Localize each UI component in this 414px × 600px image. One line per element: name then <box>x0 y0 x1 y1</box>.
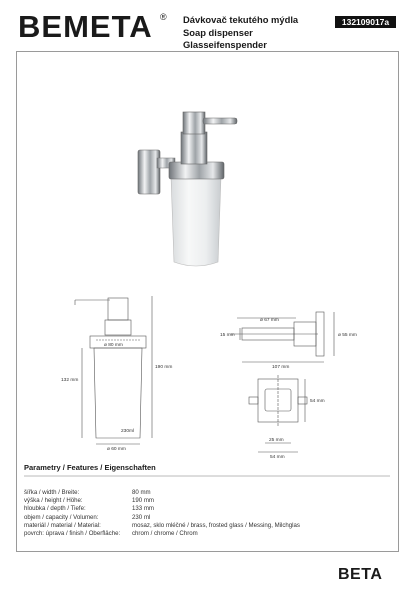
side-view-drawing <box>75 296 152 444</box>
pump-head <box>181 132 207 164</box>
param-row <box>24 530 300 538</box>
series-name: BETA <box>338 566 383 583</box>
dim-15: 15 mm <box>220 333 235 338</box>
frosted-glass-bottle <box>171 176 221 266</box>
title-de: Glasseifenspender <box>183 39 267 50</box>
param-value: 80 mm <box>132 489 151 496</box>
product-photo <box>138 112 237 266</box>
wall-mount-plate <box>138 150 160 194</box>
dim-diameter-60: ø 60 mm <box>107 447 126 452</box>
param-label: šířka / width / Breite: <box>24 489 80 496</box>
param-row <box>24 505 300 513</box>
dim-diameter-67: ø 67 mm <box>260 318 279 323</box>
param-label: hloubka / depth / Tiefe: <box>24 505 86 513</box>
pump-nozzle <box>203 118 237 124</box>
dim-height-190: 190 mm <box>155 365 173 370</box>
product-code: 132109017a <box>335 16 396 28</box>
parameters-heading: Parametry / Features / Eigenschaften <box>24 463 156 472</box>
parameters-table <box>24 489 300 538</box>
top-view-drawing <box>230 312 334 362</box>
param-value: 230 ml <box>132 513 151 521</box>
param-value: mosaz, sklo mléčné / brass, frosted glass / Messing, Milchglas <box>132 521 300 529</box>
dim-height-132: 132 mm <box>61 378 79 383</box>
title-en: Soap dispenser <box>183 26 253 38</box>
param-row <box>24 497 300 505</box>
param-label: povrch: úprava / finish / Oberfläche: <box>24 530 121 538</box>
param-value: 190 mm <box>132 497 155 505</box>
param-label: materiál / material / Material: <box>24 521 101 529</box>
param-label: objem / capacity / Volumen: <box>24 513 99 521</box>
param-row <box>24 489 300 497</box>
param-value: chrom / chrome / Chrom <box>132 530 198 538</box>
param-value: 133 mm <box>132 505 155 513</box>
dim-diameter-80: ø 80 mm <box>104 343 123 348</box>
dim-107: 107 mm <box>272 365 290 370</box>
param-label: výška / height / Höhe: <box>24 497 83 505</box>
registered-mark: ® <box>160 12 167 22</box>
dim-54-bottom: 54 mm <box>270 455 285 460</box>
capacity-mark: 230ml <box>121 429 135 434</box>
title-cz: Dávkovač tekutého mýdla <box>183 14 299 25</box>
param-row <box>24 522 300 530</box>
dim-54-side: 54 mm <box>310 399 325 404</box>
param-row <box>24 514 300 522</box>
dim-diameter-55: ø 55 mm <box>338 333 357 338</box>
brand-name: BEMETA <box>18 9 153 44</box>
dim-25: 25 mm <box>269 438 284 443</box>
holder-ring <box>169 162 224 179</box>
pump-top <box>183 112 205 134</box>
